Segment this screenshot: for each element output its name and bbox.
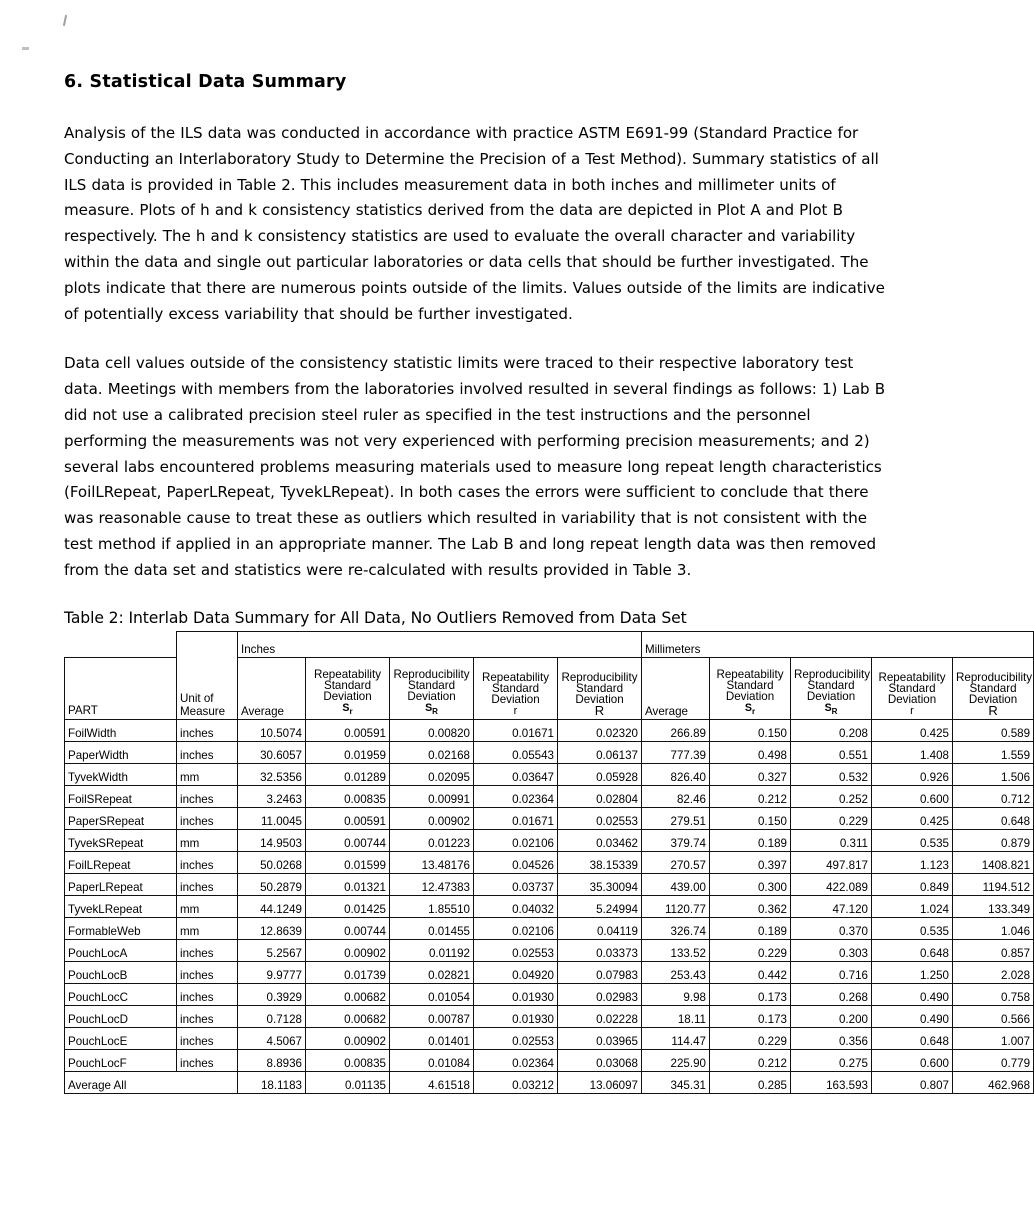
cell-inches-sR: 0.01054	[390, 983, 474, 1005]
hdr-line-3: Deviation	[887, 693, 937, 707]
cell-inches-sR: 0.02168	[390, 741, 474, 763]
cell-inches-average: 12.8639	[238, 917, 306, 939]
cell-inches-r: 0.02553	[474, 1027, 558, 1049]
hdr-line-1: Reproducibility	[956, 670, 1033, 684]
cell-mm-R: 0.779	[953, 1049, 1034, 1071]
cell-inches-R: 0.02228	[558, 1005, 642, 1027]
cell-mm-R: 1.559	[953, 741, 1034, 763]
cell-mm-average: 9.98	[642, 983, 710, 1005]
header-mm-repeatability-r	[872, 657, 953, 719]
table-row	[65, 895, 1034, 917]
hdr-line-1: Reproducibility	[561, 670, 638, 684]
cell-inches-average: 0.7128	[238, 1005, 306, 1027]
cell-mm-sR: 47.120	[791, 895, 872, 917]
cell-mm-r: 0.490	[872, 1005, 953, 1027]
cell-inches-average: 0.3929	[238, 983, 306, 1005]
cell-mm-R: 1.046	[953, 917, 1034, 939]
cell-inches-sr: 0.00902	[306, 1027, 390, 1049]
table-row	[65, 719, 1034, 741]
cell-mm-r: 1.024	[872, 895, 953, 917]
hdr-line-2: Standard	[969, 681, 1017, 695]
table-row	[65, 851, 1034, 873]
cell-mm-r: 1.123	[872, 851, 953, 873]
cell-mm-r: 0.648	[872, 939, 953, 961]
table-row	[65, 1027, 1034, 1049]
hdr-line-3: Deviation	[725, 690, 775, 704]
hdr-line-3: Deviation	[491, 693, 540, 707]
cell-mm-average: 82.46	[642, 785, 710, 807]
cell-inches-R: 0.04119	[558, 917, 642, 939]
cell-unit-of-measure: inches	[177, 983, 238, 1005]
cell-inches-r: 0.02364	[474, 1049, 558, 1071]
cell-unit-of-measure: inches	[177, 939, 238, 961]
cell-unit-of-measure: inches	[177, 807, 238, 829]
cell-mm-r: 0.425	[872, 719, 953, 741]
cell-mm-average: 1120.77	[642, 895, 710, 917]
cell-mm-sR: 0.303	[791, 939, 872, 961]
cell-part: FoilLRepeat	[65, 851, 177, 873]
cell-mm-r: 1.408	[872, 741, 953, 763]
hdr-symbol: $S_R$	[824, 702, 838, 717]
header-mm-repeatability-sr	[710, 657, 791, 719]
header-inches-repeatability-r	[474, 657, 558, 719]
cell-inches-sR: 0.01401	[390, 1027, 474, 1049]
cell-inches-average: 32.5356	[238, 763, 306, 785]
cell-mm-sr: 0.397	[710, 851, 791, 873]
cell-inches-sR: 0.01084	[390, 1049, 474, 1071]
table-row	[65, 1005, 1034, 1027]
header-mm-reproducibility-sR	[791, 657, 872, 719]
hdr-line-2: Standard	[807, 678, 855, 692]
cell-inches-sr: 0.00591	[306, 719, 390, 741]
cell-inches-sR: 0.00991	[390, 785, 474, 807]
cell-inches-sr: 0.01321	[306, 873, 390, 895]
cell-part: PouchLocF	[65, 1049, 177, 1071]
cell-mm-sr: 0.212	[710, 785, 791, 807]
cell-mm-r: 0.926	[872, 763, 953, 785]
cell-unit-of-measure: inches	[177, 785, 238, 807]
cell-part: TyvekWidth	[65, 763, 177, 785]
cell-mm-r: 0.535	[872, 829, 953, 851]
table-body	[65, 719, 1034, 1093]
cell-inches-sr: 0.01959	[306, 741, 390, 763]
header-part: PART	[65, 657, 177, 719]
cell-mm-R: 0.879	[953, 829, 1034, 851]
cell-inches-average: 5.2567	[238, 939, 306, 961]
cell-inches-sR: 13.48176	[390, 851, 474, 873]
cell-unit-of-measure: mm	[177, 895, 238, 917]
hdr-line-3: Deviation	[575, 693, 624, 707]
header-mm-reproducibility-R	[953, 657, 1034, 719]
cell-inches-r: 0.01671	[474, 719, 558, 741]
cell-mm-sr: 0.229	[710, 939, 791, 961]
cell-part: TyvekLRepeat	[65, 895, 177, 917]
cell-mm-average: 225.90	[642, 1049, 710, 1071]
cell-mm-average: 133.52	[642, 939, 710, 961]
cell-mm-sr: 0.173	[710, 983, 791, 1005]
table-row	[65, 961, 1034, 983]
cell-inches-sr: 0.01289	[306, 763, 390, 785]
cell-inches-sR: 0.00902	[390, 807, 474, 829]
document-content	[64, 72, 1033, 1094]
cell-inches-R: 0.03068	[558, 1049, 642, 1071]
cell-part: FoilWidth	[65, 719, 177, 741]
cell-inches-r: 0.04526	[474, 851, 558, 873]
cell-inches-R: 0.02320	[558, 719, 642, 741]
cell-inches-r: 0.05543	[474, 741, 558, 763]
cell-inches-average: 9.9777	[238, 961, 306, 983]
cell-summary-inches-sR: 4.61518	[390, 1071, 474, 1093]
cell-mm-sr: 0.327	[710, 763, 791, 785]
hdr-symbol: R	[988, 703, 998, 719]
cell-mm-average: 379.74	[642, 829, 710, 851]
cell-mm-sR: 0.229	[791, 807, 872, 829]
cell-inches-sR: 12.47383	[390, 873, 474, 895]
cell-inches-sR: 0.01192	[390, 939, 474, 961]
cell-inches-R: 0.02553	[558, 807, 642, 829]
hdr-line-3: Deviation	[323, 690, 372, 704]
cell-unit-of-measure: inches	[177, 741, 238, 763]
spacer-cell	[65, 631, 177, 657]
cell-mm-sr: 0.362	[710, 895, 791, 917]
hdr-line-2: Standard	[407, 678, 456, 692]
table-row	[65, 763, 1034, 785]
cell-mm-average: 326.74	[642, 917, 710, 939]
cell-mm-r: 0.535	[872, 917, 953, 939]
cell-summary-mm-sr: 0.285	[710, 1071, 791, 1093]
cell-inches-sR: 0.01455	[390, 917, 474, 939]
cell-part: PouchLocA	[65, 939, 177, 961]
cell-inches-r: 0.03647	[474, 763, 558, 785]
cell-inches-average: 44.1249	[238, 895, 306, 917]
cell-summary-mm-r: 0.807	[872, 1071, 953, 1093]
cell-unit-of-measure: inches	[177, 1005, 238, 1027]
cell-unit-of-measure: inches	[177, 873, 238, 895]
cell-mm-sR: 0.356	[791, 1027, 872, 1049]
cell-inches-r: 0.02106	[474, 917, 558, 939]
hdr-symbol: $S_R$	[425, 702, 438, 717]
cell-inches-R: 0.02983	[558, 983, 642, 1005]
cell-mm-R: 1408.821	[953, 851, 1034, 873]
cell-part: FoilSRepeat	[65, 785, 177, 807]
cell-unit-of-measure: inches	[177, 1049, 238, 1071]
cell-inches-sR: 0.00787	[390, 1005, 474, 1027]
cell-inches-average: 14.9503	[238, 829, 306, 851]
cell-part: FormableWeb	[65, 917, 177, 939]
hdr-line-1: Repeatability	[878, 670, 946, 684]
cell-mm-average: 266.89	[642, 719, 710, 741]
paragraph-2: Data cell values outside of the consistency statistic limits were traced to their respective laboratory test data. Meetings with members from the laboratories involved resulted in several findings as follows: 1) Lab B did not use a calibrated precision steel ruler as specified in the test instructions and the personnel performing the measurements was not very experienced with performing precision measurements; and 2) several labs encountered problems measuring materials used to measure long repeat length characteristics (FoilLRepeat, PaperLRepeat, TyvekLRepeat). In both cases the errors were sufficient to conclude that there was reasonable cause to treat these as outliers which resulted in variability that is not consistent with the test method if applied in an appropriate manner. The Lab B and long repeat length data was then removed from the data set and statistics were re-calculated with results provided in Table 3.	[64, 354, 886, 579]
cell-inches-sR: 0.02821	[390, 961, 474, 983]
cell-inches-r: 0.02106	[474, 829, 558, 851]
cell-part: PouchLocB	[65, 961, 177, 983]
cell-part: PouchLocE	[65, 1027, 177, 1049]
cell-part: PaperLRepeat	[65, 873, 177, 895]
hdr-line-1: Reproducibility	[794, 667, 871, 681]
cell-mm-R: 1.007	[953, 1027, 1034, 1049]
cell-inches-R: 0.03462	[558, 829, 642, 851]
cell-inches-sr: 0.00835	[306, 785, 390, 807]
cell-inches-average: 50.0268	[238, 851, 306, 873]
cell-mm-sr: 0.189	[710, 829, 791, 851]
cell-summary-inches-sr: 0.01135	[306, 1071, 390, 1093]
cell-inches-r: 0.02364	[474, 785, 558, 807]
cell-part: PouchLocC	[65, 983, 177, 1005]
cell-inches-r: 0.01930	[474, 1005, 558, 1027]
hdr-line-2: Standard	[888, 681, 936, 695]
cell-mm-r: 0.490	[872, 983, 953, 1005]
cell-mm-average: 18.11	[642, 1005, 710, 1027]
cell-inches-sr: 0.00744	[306, 917, 390, 939]
cell-inches-r: 0.04032	[474, 895, 558, 917]
group-header-millimeters: Millimeters	[642, 631, 1034, 657]
hdr-symbol: $S_r$	[744, 702, 756, 717]
hdr-symbol: $S_r$	[342, 702, 353, 717]
cell-mm-sR: 0.532	[791, 763, 872, 785]
hdr-line-2: Standard	[323, 678, 372, 692]
header-mm-average: Average	[642, 657, 710, 719]
cell-unit-of-measure: mm	[177, 917, 238, 939]
cell-inches-sr: 0.01599	[306, 851, 390, 873]
cell-inches-R: 0.03373	[558, 939, 642, 961]
cell-mm-average: 279.51	[642, 807, 710, 829]
cell-mm-sR: 0.370	[791, 917, 872, 939]
table-row	[65, 1049, 1034, 1071]
cell-inches-average: 3.2463	[238, 785, 306, 807]
cell-inches-sR: 0.02095	[390, 763, 474, 785]
cell-mm-sR: 0.252	[791, 785, 872, 807]
table-row	[65, 917, 1034, 939]
hdr-line-2: Standard	[575, 681, 624, 695]
header-inches-reproducibility-sR	[390, 657, 474, 719]
cell-inches-average: 11.0045	[238, 807, 306, 829]
cell-inches-R: 0.06137	[558, 741, 642, 763]
cell-part: PaperSRepeat	[65, 807, 177, 829]
cell-inches-sr: 0.00902	[306, 939, 390, 961]
hdr-line-1: Repeatability	[481, 670, 550, 684]
cell-inches-R: 0.07983	[558, 961, 642, 983]
cell-mm-R: 0.712	[953, 785, 1034, 807]
table-row	[65, 939, 1034, 961]
cell-mm-sr: 0.189	[710, 917, 791, 939]
cell-mm-sR: 0.311	[791, 829, 872, 851]
cell-inches-R: 5.24994	[558, 895, 642, 917]
cell-inches-R: 0.05928	[558, 763, 642, 785]
cell-inches-R: 38.15339	[558, 851, 642, 873]
cell-inches-sr: 0.00835	[306, 1049, 390, 1071]
unit-label-line2: Measure	[180, 704, 226, 718]
table-summary-row	[65, 1071, 1034, 1093]
cell-mm-sR: 0.208	[791, 719, 872, 741]
cell-inches-sR: 1.85510	[390, 895, 474, 917]
cell-mm-r: 0.600	[872, 1049, 953, 1071]
cell-inches-average: 8.8936	[238, 1049, 306, 1071]
cell-mm-sr: 0.498	[710, 741, 791, 763]
table-row	[65, 983, 1034, 1005]
cell-summary-mm-sR: 163.593	[791, 1071, 872, 1093]
table-group-header-row	[65, 631, 1034, 657]
cell-mm-R: 1194.512	[953, 873, 1034, 895]
page-title: 6. Statistical Data Summary	[64, 72, 347, 92]
cell-mm-r: 0.425	[872, 807, 953, 829]
cell-mm-sR: 0.551	[791, 741, 872, 763]
cell-inches-average: 4.5067	[238, 1027, 306, 1049]
cell-mm-average: 114.47	[642, 1027, 710, 1049]
cell-mm-sr: 0.173	[710, 1005, 791, 1027]
table-row	[65, 785, 1034, 807]
cell-inches-R: 0.02804	[558, 785, 642, 807]
cell-summary-inches-r: 0.03212	[474, 1071, 558, 1093]
table-row	[65, 829, 1034, 851]
cell-mm-r: 0.849	[872, 873, 953, 895]
table-row	[65, 873, 1034, 895]
scan-artifact	[63, 15, 67, 26]
cell-inches-average: 50.2879	[238, 873, 306, 895]
cell-unit-of-measure: mm	[177, 763, 238, 785]
cell-mm-R: 0.857	[953, 939, 1034, 961]
hdr-line-1: Reproducibility	[393, 667, 470, 681]
header-unit-of-measure	[177, 631, 238, 719]
cell-unit-of-measure: inches	[177, 1027, 238, 1049]
cell-mm-average: 253.43	[642, 961, 710, 983]
cell-mm-sR: 0.716	[791, 961, 872, 983]
cell-mm-R: 0.648	[953, 807, 1034, 829]
hdr-symbol: R	[594, 703, 605, 719]
cell-inches-sr: 0.00591	[306, 807, 390, 829]
cell-inches-average: 30.6057	[238, 741, 306, 763]
table-caption: Table 2: Interlab Data Summary for All Data, No Outliers Removed from Data Set	[64, 608, 687, 627]
scan-artifact	[22, 47, 29, 50]
cell-inches-sR: 0.01223	[390, 829, 474, 851]
cell-part: TyvekSRepeat	[65, 829, 177, 851]
cell-part: PaperWidth	[65, 741, 177, 763]
cell-mm-R: 2.028	[953, 961, 1034, 983]
cell-unit-of-measure: inches	[177, 961, 238, 983]
cell-inches-average: 10.5074	[238, 719, 306, 741]
header-inches-reproducibility-R	[558, 657, 642, 719]
interlab-data-table	[64, 631, 1034, 1094]
hdr-line-3: Deviation	[968, 693, 1018, 707]
hdr-line-2: Standard	[726, 678, 774, 692]
cell-part: PouchLocD	[65, 1005, 177, 1027]
unit-label-line1: Unit of	[180, 691, 214, 705]
cell-inches-r: 0.02553	[474, 939, 558, 961]
cell-mm-sr: 0.150	[710, 807, 791, 829]
cell-mm-average: 439.00	[642, 873, 710, 895]
cell-summary-inches-average: 18.1183	[238, 1071, 306, 1093]
cell-mm-r: 1.250	[872, 961, 953, 983]
cell-mm-R: 0.589	[953, 719, 1034, 741]
hdr-line-2: Standard	[491, 681, 540, 695]
cell-mm-average: 826.40	[642, 763, 710, 785]
cell-mm-sr: 0.229	[710, 1027, 791, 1049]
cell-summary-label: Average All	[65, 1071, 238, 1093]
cell-mm-sr: 0.300	[710, 873, 791, 895]
cell-mm-sr: 0.150	[710, 719, 791, 741]
cell-inches-sr: 0.00682	[306, 1005, 390, 1027]
cell-inches-r: 0.01671	[474, 807, 558, 829]
cell-mm-R: 133.349	[953, 895, 1034, 917]
cell-inches-sR: 0.00820	[390, 719, 474, 741]
cell-unit-of-measure: mm	[177, 829, 238, 851]
cell-summary-inches-R: 13.06097	[558, 1071, 642, 1093]
cell-mm-r: 0.600	[872, 785, 953, 807]
cell-inches-r: 0.03737	[474, 873, 558, 895]
cell-mm-sr: 0.442	[710, 961, 791, 983]
hdr-line-3: Deviation	[806, 690, 856, 704]
table-row	[65, 741, 1034, 763]
cell-inches-R: 0.03965	[558, 1027, 642, 1049]
hdr-line-3: Deviation	[407, 690, 456, 704]
cell-summary-mm-R: 462.968	[953, 1071, 1034, 1093]
cell-inches-sr: 0.00744	[306, 829, 390, 851]
paragraph-1: Analysis of the ILS data was conducted in accordance with practice ASTM E691-99 (Standard Practice for Conducting an Interlaboratory Study to Determine the Precision of a Test Method). Summary statistics of all ILS data is provided in Table 2. This includes measurement data in both inches and millimeter units of measure. Plots of h and k consistency statistics derived from the data are depicted in Plot A and Plot B respectively. The h and k consistency statistics are used to evaluate the overall character and variability within the data and single out particular laboratories or data cells that should be further investigated. The plots indicate that there are numerous points outside of the limits. Values outside of the limits are indicative of potentially excess variability that should be further investigated.	[64, 124, 885, 323]
cell-inches-sr: 0.00682	[306, 983, 390, 1005]
cell-mm-R: 0.566	[953, 1005, 1034, 1027]
cell-mm-sR: 0.268	[791, 983, 872, 1005]
cell-inches-r: 0.01930	[474, 983, 558, 1005]
cell-inches-R: 35.30094	[558, 873, 642, 895]
cell-mm-R: 0.758	[953, 983, 1034, 1005]
hdr-line-1: Repeatability	[716, 667, 784, 681]
cell-inches-sr: 0.01425	[306, 895, 390, 917]
group-header-inches: Inches	[238, 631, 642, 657]
cell-mm-sr: 0.212	[710, 1049, 791, 1071]
cell-mm-R: 1.506	[953, 763, 1034, 785]
hdr-symbol: r	[910, 705, 914, 718]
hdr-symbol: r	[513, 705, 518, 718]
cell-mm-sR: 0.275	[791, 1049, 872, 1071]
header-inches-average: Average	[238, 657, 306, 719]
cell-unit-of-measure: inches	[177, 719, 238, 741]
cell-unit-of-measure: inches	[177, 851, 238, 873]
cell-mm-sR: 497.817	[791, 851, 872, 873]
hdr-line-1: Repeatability	[313, 667, 382, 681]
cell-mm-average: 270.57	[642, 851, 710, 873]
cell-mm-r: 0.648	[872, 1027, 953, 1049]
header-inches-repeatability-sr	[306, 657, 390, 719]
cell-mm-sR: 422.089	[791, 873, 872, 895]
cell-inches-sr: 0.01739	[306, 961, 390, 983]
cell-mm-average: 777.39	[642, 741, 710, 763]
cell-mm-sR: 0.200	[791, 1005, 872, 1027]
table-row	[65, 807, 1034, 829]
cell-inches-r: 0.04920	[474, 961, 558, 983]
cell-summary-mm-average: 345.31	[642, 1071, 710, 1093]
